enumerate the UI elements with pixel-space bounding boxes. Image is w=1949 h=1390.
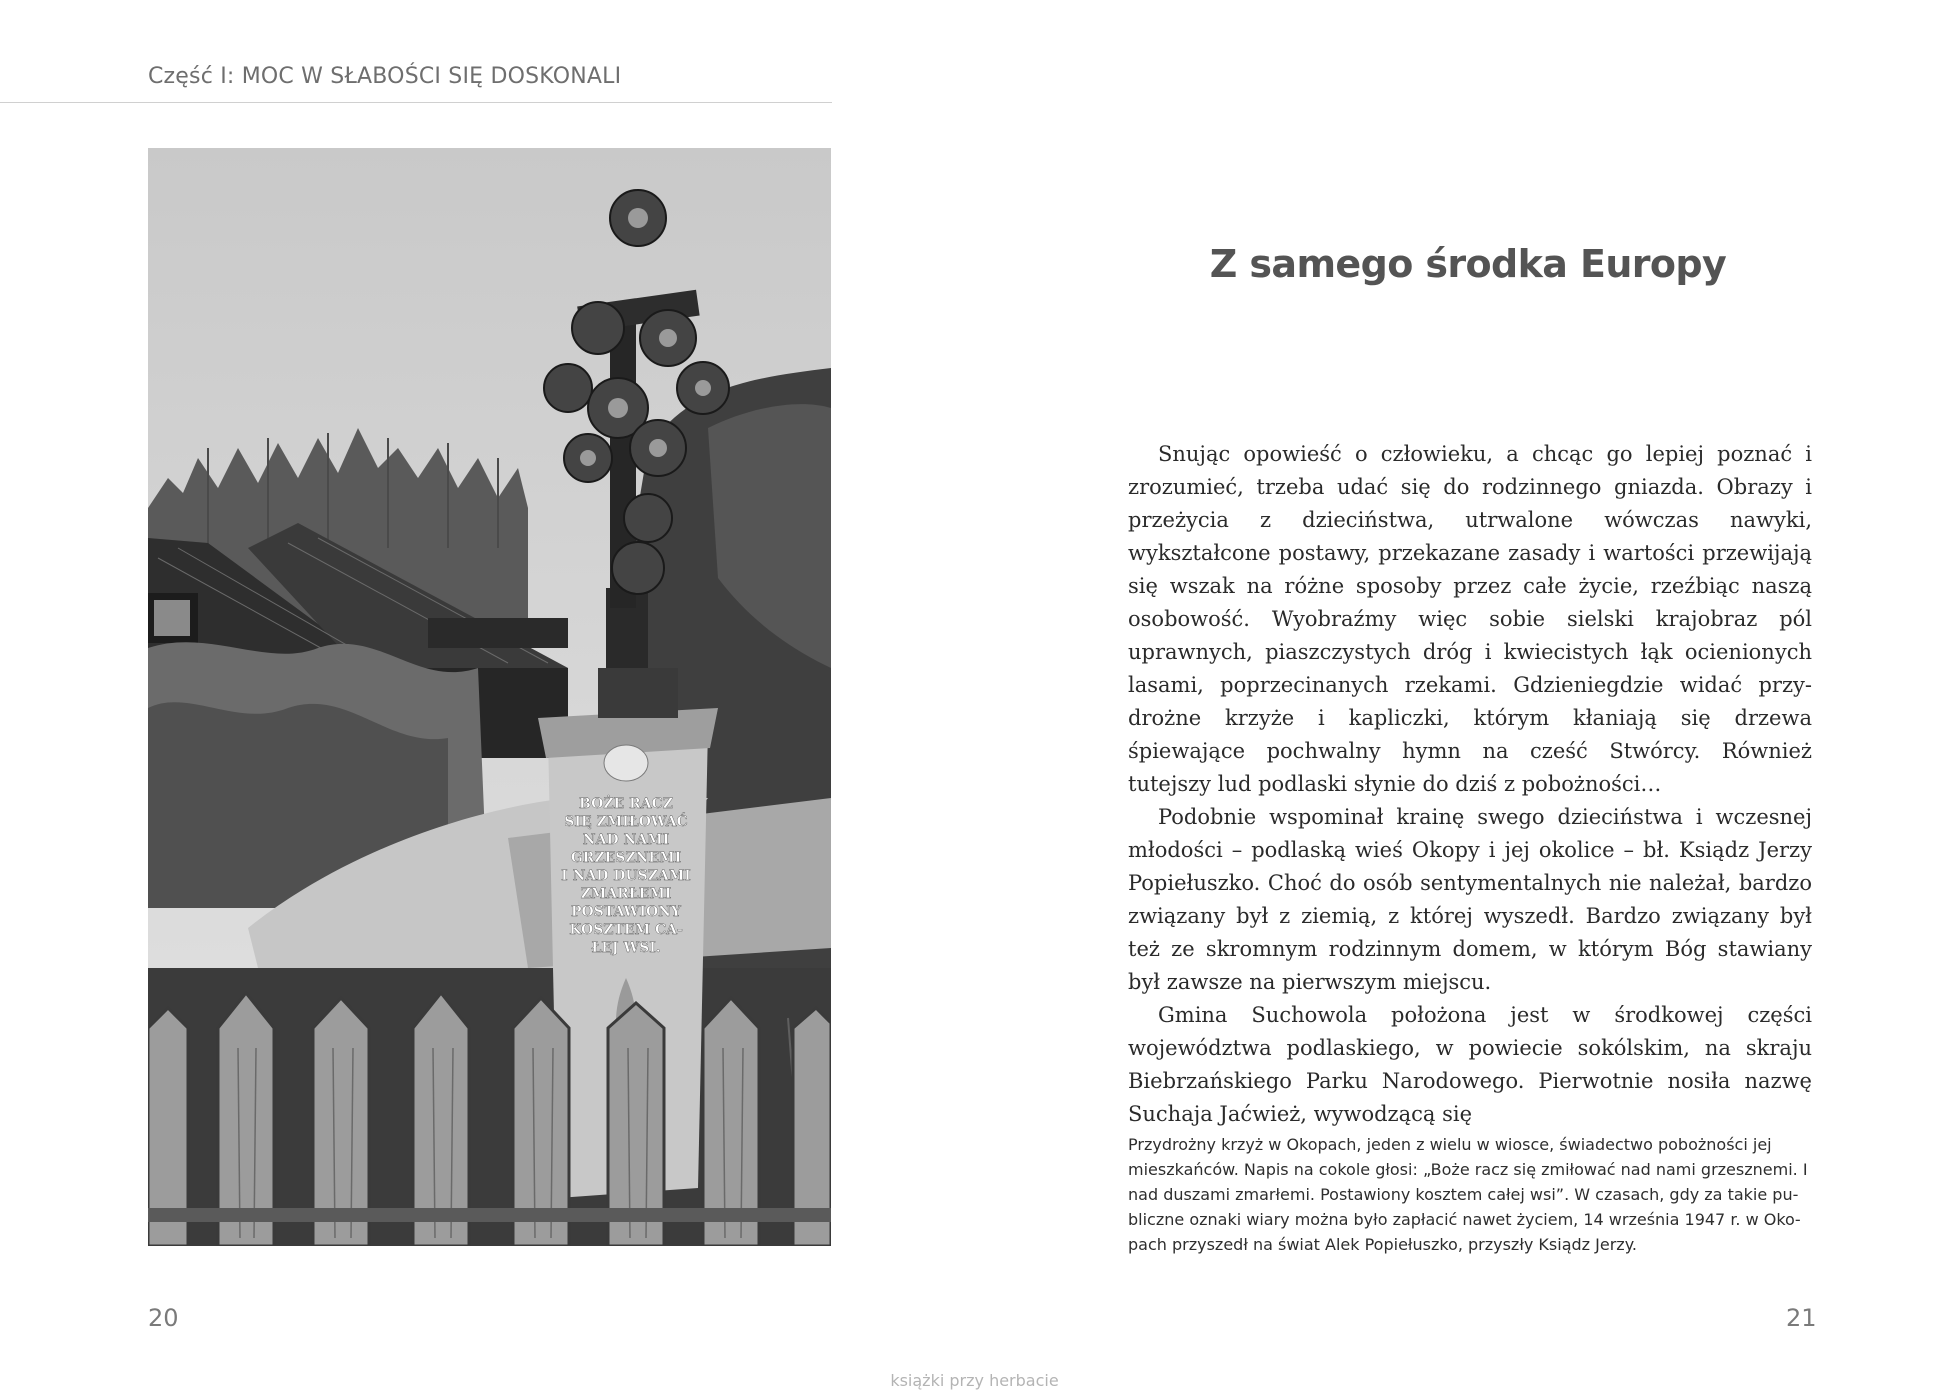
inscription-line: ZMARŁEMI xyxy=(580,886,672,902)
wayside-cross-photo xyxy=(148,148,831,1246)
inscription-line: ŁEJ WSI. xyxy=(591,940,661,956)
paragraph: Gmina Suchowola położona jest w środkowej części województwa podlaskiego, w powiecie sokólskim, na skraju Biebrzańskiego Parku Narodowego. Pierwotnie nosiła nazwę Suchaja Jaćwież, wywodzącą się xyxy=(1128,1003,1812,1126)
inscription-line: POSTAWIONY xyxy=(571,904,681,920)
inscription-line: NAD NAMI xyxy=(582,832,670,848)
photo-caption: Przydrożny krzyż w Okopach, jeden z wielu w wiosce, świadectwo pobożności jej mieszkańców. Napis na cokole głosi: „Boże racz się zmiłować nad nami grzesznemi. I nad duszami zmarłemi. Postawiony kosztem całej wsi”. W czasach, gdy za takie publiczne oznaki wiary można było zapłacić nawet życiem, 14 września 1947 r. w Okopach przyszedł na świat Alek Popiełuszko, przyszły Ksiądz Jerzy. xyxy=(1128,1135,1808,1254)
header-rule xyxy=(0,102,832,103)
page-number-right: 21 xyxy=(1786,1304,1817,1332)
inscription-line: KOSZTEM CA- xyxy=(569,922,683,938)
body-text xyxy=(1128,438,1812,1131)
page-number-left: 20 xyxy=(148,1304,179,1332)
paragraph: Podobnie wspominał krainę swego dzieciństwa i wczesnej młodości – podlaską wieś Okopy i jej okolice – bł. Ksiądz Jerzy Popiełuszko. Choć do osób sentymentalnych nie należał, bardzo związany był z ziemią, z której wyszedł. Bardzo związany był też ze skromnym rodzinnym domem, w którym Bóg stawiany był zawsze na pierwszym miejscu. xyxy=(1128,805,1812,994)
running-head: Część I: MOC W SŁABOŚCI SIĘ DOSKONALI xyxy=(148,64,622,89)
inscription-line: BOŻE RACZ xyxy=(579,796,673,812)
inscription-line: GRZESZNEMI xyxy=(570,850,682,866)
chapter-title: Z samego środka Europy xyxy=(1209,242,1727,286)
watermark: książki przy herbacie xyxy=(890,1371,1059,1390)
paragraph: Snując opowieść o człowieku, a chcąc go lepiej poznać i zrozumieć, trzeba udać się do rodzinnego gniazda. Obrazy i przeżycia z dzieciństwa, utrwalone wówczas nawyki, wykształcone postawy, przekazane zasady i wartości przewijają się wszak na różne sposoby przez całe życie, rzeźbiąc naszą osobowość. Wyobraźmy więc sobie sielski krajobraz pól uprawnych, piaszczystych dróg i kwiecistych łąk ocienionych lasami, poprzecinanych rzekami. Gdzieniegdzie widać przydrożne krzyże i kapliczki, którym kłaniają się drzewa śpiewające pochwalny hymn na cześć Stwórcy. Również tutejszy lud podlaski słynie do dziś z pobożności… xyxy=(1128,442,1812,796)
inscription-line: I NAD DUSZAMI xyxy=(561,868,691,884)
inscription-line: SIĘ ZMIŁOWAĆ xyxy=(564,814,688,830)
plinth-inscription xyxy=(561,793,691,956)
